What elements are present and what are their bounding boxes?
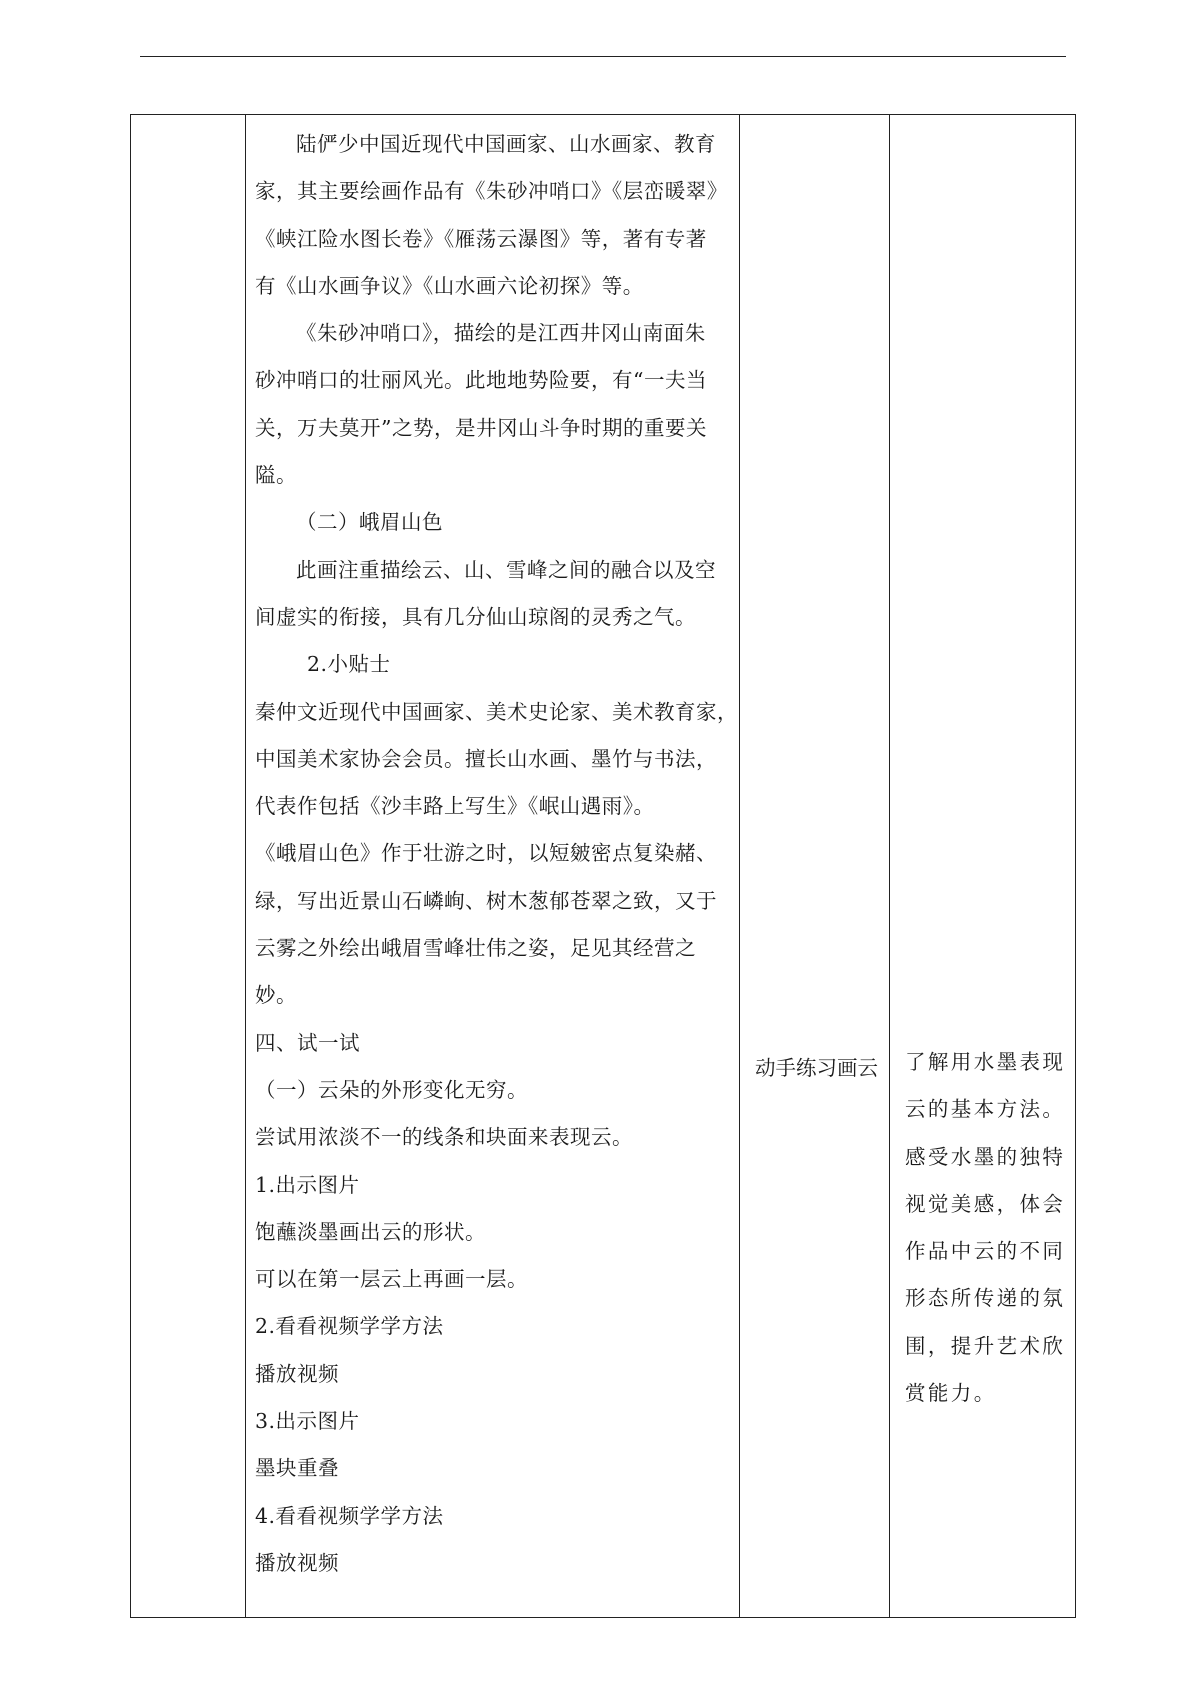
content-line: 《峨眉山色》作于壮游之时，以短皴密点复染赭、 [255, 841, 717, 866]
content-line: 有《山水画争议》《山水画六论初探》等。 [255, 273, 644, 298]
content-line: 饱蘸淡墨画出云的形状。 [255, 1219, 486, 1244]
content-line: （一）云朵的外形变化无穷。 [255, 1077, 528, 1102]
content-line: 播放视频 [255, 1550, 339, 1575]
content-line: 绿，写出近景山石嶙峋、树木葱郁苍翠之致，又于 [255, 888, 717, 913]
header-rule [140, 56, 1066, 57]
content-line: 播放视频 [255, 1361, 339, 1386]
section-heading: 四、试一试 [255, 1030, 360, 1055]
content-line: 间虚实的衔接，具有几分仙山琼阁的灵秀之气。 [255, 604, 696, 629]
content-line: 《峡江险水图长卷》《雁荡云瀑图》等，著有专著 [255, 226, 707, 251]
goal-line: 赏能力。 [905, 1381, 997, 1406]
content-line: 陆俨少中国近现代中国画家、山水画家、教育 [296, 132, 716, 156]
content-line: 中国美术家协会会员。擅长山水画、墨竹与书法， [255, 746, 717, 771]
content-line: 《朱砂冲哨口》，描绘的是江西井冈山南面朱 [296, 321, 706, 346]
content-line: 砂冲哨口的壮丽风光。此地地势险要，有“一夫当 [255, 368, 707, 393]
column-divider-1 [245, 115, 246, 1617]
section-heading: 2.小贴士 [307, 652, 391, 677]
goal-line: 形态所传递的氛 [905, 1286, 1066, 1311]
section-heading: 2.看看视频学学方法 [255, 1314, 444, 1339]
goal-line: 感受水墨的独特 [905, 1144, 1066, 1169]
goal-line: 视觉美感，体会 [905, 1191, 1066, 1216]
goal-line: 云的基本方法。 [905, 1097, 1066, 1122]
content-line: 尝试用浓淡不一的线条和块面来表现云。 [255, 1125, 633, 1150]
content-line: 此画注重描绘云、山、雪峰之间的融合以及空 [296, 557, 716, 582]
content-line: 可以在第一层云上再画一层。 [255, 1267, 528, 1292]
lesson-table [130, 114, 1076, 1618]
goal-line: 作品中云的不同 [905, 1239, 1066, 1264]
student-activity-text: 动手练习画云 [755, 1056, 878, 1080]
content-line: 云雾之外绘出峨眉雪峰壮伟之姿，足见其经营之 [255, 936, 696, 961]
goal-line: 了解用水墨表现 [905, 1050, 1066, 1074]
section-heading: （二）峨眉山色 [296, 510, 443, 535]
content-line: 秦仲文近现代中国画家、美术史论家、美术教育家， [255, 699, 738, 724]
content-line: 关，万夫莫开”之势，是井冈山斗争时期的重要关 [255, 415, 707, 440]
design-intent-column [905, 1039, 1065, 1417]
goal-line: 围，提升艺术欣 [905, 1333, 1066, 1358]
column-divider-2 [739, 115, 740, 1617]
content-line: 妙。 [255, 983, 297, 1008]
content-line: 墨块重叠 [255, 1456, 339, 1481]
content-line: 家，其主要绘画作品有《朱砂冲哨口》《层峦暖翠》 [255, 179, 728, 204]
content-line: 隘。 [255, 463, 297, 488]
column-divider-3 [889, 115, 890, 1617]
section-heading: 4.看看视频学学方法 [255, 1503, 444, 1528]
section-heading: 3.出示图片 [255, 1409, 360, 1434]
teaching-content-column [255, 121, 737, 1587]
content-line: 代表作包括《沙丰路上写生》《岷山遇雨》。 [255, 794, 655, 819]
section-heading: 1.出示图片 [255, 1172, 360, 1197]
